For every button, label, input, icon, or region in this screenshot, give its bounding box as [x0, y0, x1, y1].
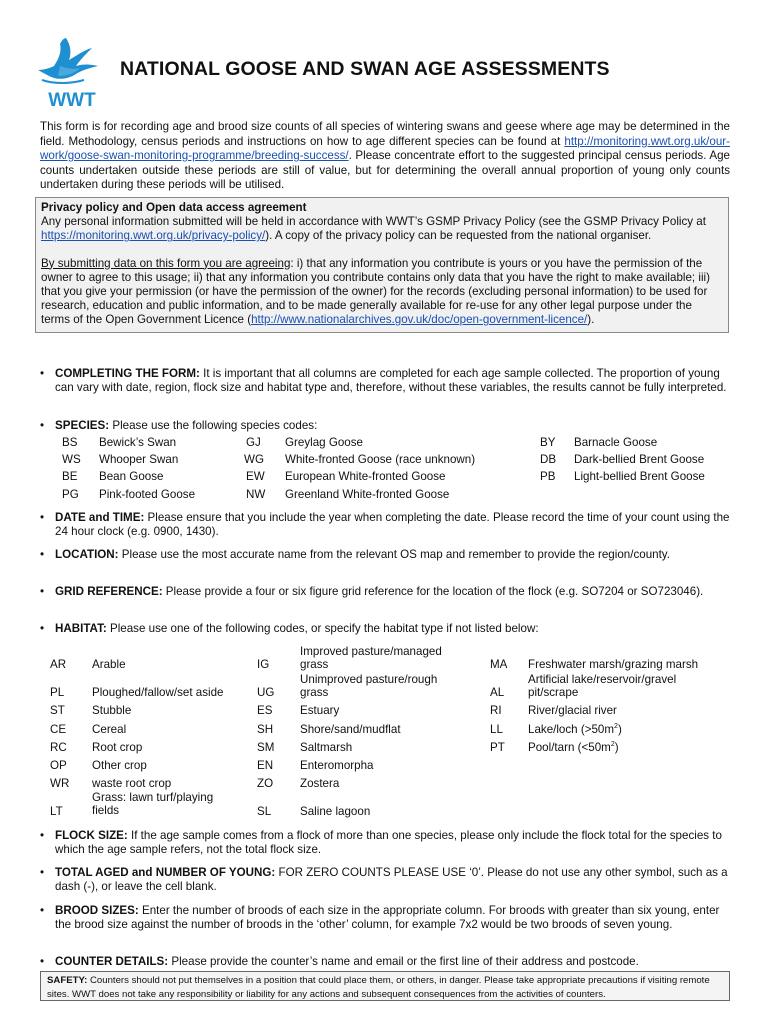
grid-reference-item: • GRID REFERENCE: Please provide a four or six figure grid reference for the location of the flock (e.g. SO7204 or SO723046).: [40, 585, 704, 598]
habitat-name: Ploughed/fallow/set aside: [92, 686, 224, 699]
species-code: BY: [540, 436, 556, 449]
species-code: WS: [62, 453, 81, 466]
wwt-logo: [36, 30, 108, 110]
completing-item: • COMPLETING THE FORM: It is important that all columns are completed for each age sample collected. The proportion of young can vary with date, region, flock size and habitat type and, therefore, without these variables, the results cannot be fully interpreted.: [40, 367, 727, 395]
species-code: BS: [62, 436, 78, 449]
habitat-name: Artificial lake/reservoir/gravel pit/scrape: [528, 673, 677, 699]
habitat-code: CE: [50, 723, 67, 736]
counter-details-item: • COUNTER DETAILS: Please provide the counter’s name and email or the first line of their address and postcode.: [40, 955, 639, 968]
habitat-item: • HABITAT: Please use one of the following codes, or specify the habitat type if not listed below:: [40, 622, 539, 635]
habitat-code: SL: [257, 805, 272, 818]
habitat-name: Saltmarsh: [300, 741, 353, 754]
habitat-name: Other crop: [92, 759, 147, 772]
breeding-success-link[interactable]: http://monitoring.wwt.org.uk/our-work/goose-swan-monitoring-programme/breeding-success/: [40, 134, 730, 162]
safety-box: SAFETY: Counters should not put themselves in a position that could place them, or others, in danger. Please take appropriate precautions if visiting remote sites. WWT does not take any responsibility or liability for any actions and subsequent consequences from the activities of counters.: [40, 971, 730, 1001]
species-code: EW: [246, 470, 265, 483]
habitat-code: LL: [490, 723, 503, 736]
open-government-licence-link[interactable]: http://www.nationalarchives.gov.uk/doc/open-government-licence/: [251, 313, 588, 327]
habitat-name: Arable: [92, 658, 126, 671]
habitat-name: waste root crop: [92, 777, 172, 790]
habitat-code: PT: [490, 741, 505, 754]
habitat-code: ST: [50, 704, 65, 717]
species-item: • SPECIES: Please use the following species codes:: [40, 419, 318, 432]
species-name: Greylag Goose: [285, 436, 363, 449]
habitat-code: AR: [50, 658, 67, 671]
habitat-name: Lake/loch $(>50m^2)$: [528, 723, 622, 736]
intro-paragraph: This form is for recording age and brood size counts of all species of wintering swans and geese where age may be determined in the field. Methodology, census periods and instructions on how to age different species can be found at http://monitoring.wwt.org.uk/our-work/goose-swan-monitoring-programme/breeding-success/. Please concentrate effort to the suggested principal census periods. Age counts undertaken outside these periods are still of value, but for determining the overall annual proportion of young only counts undertaken during these periods will be utilised.: [40, 120, 730, 191]
species-code: DB: [540, 453, 557, 466]
habitat-name: Pool/tarn $(<50m^2)$: [528, 741, 619, 754]
species-name: Barnacle Goose: [574, 436, 658, 449]
habitat-code: SM: [257, 741, 275, 754]
privacy-paragraph-1: Any personal information submitted will be held in accordance with WWT’s GSMP Privacy Policy (see the GSMP Privacy Policy at https://monitoring.wwt.org.uk/privacy-policy/). A copy of the privacy policy can be requested from the national organiser.: [41, 215, 706, 243]
habitat-code: OP: [50, 759, 67, 772]
habitat-code: IG: [257, 658, 270, 671]
privacy-policy-link[interactable]: https://monitoring.wwt.org.uk/privacy-policy/: [41, 229, 266, 243]
swan-logo-icon: [36, 30, 108, 110]
species-name: Light-bellied Brent Goose: [574, 470, 705, 483]
habitat-code: UG: [257, 686, 275, 699]
habitat-code: PL: [50, 686, 65, 699]
species-name: Bewick’s Swan: [99, 436, 177, 449]
location-item: • LOCATION: Please use the most accurate name from the relevant OS map and remember to provide the region/county.: [40, 548, 670, 561]
privacy-paragraph-2: By submitting data on this form you are agreeing: i) that any information you contribute is yours or you have the permission of the owner to agree to this usage; ii) that any information you contribute contains only data that you have the right to make available; iii) that you give your permission (or have the permission of the owner) for the records (excluding personal information) to be used for research, education and public information, and to be made generally available for re-use for any other legal purpose under the terms of the Open Government Licence (http://www.nationalarchives.gov.uk/doc/open-government-licence/).: [41, 256, 710, 327]
habitat-code: ES: [257, 704, 273, 717]
habitat-name: Saline lagoon: [300, 805, 371, 818]
habitat-code: LT: [50, 805, 63, 818]
habitat-name: Stubble: [92, 704, 132, 717]
species-code: NW: [246, 488, 266, 501]
species-name: Dark-bellied Brent Goose: [574, 453, 705, 466]
habitat-name: Unimproved pasture/rough grass: [300, 673, 438, 699]
habitat-name: Root crop: [92, 741, 143, 754]
habitat-name: Cereal: [92, 723, 127, 736]
species-code: PG: [62, 488, 79, 501]
species-code: BE: [62, 470, 78, 483]
habitat-code: AL: [490, 686, 505, 699]
habitat-name: Estuary: [300, 704, 340, 717]
species-code: GJ: [246, 436, 261, 449]
species-name: Bean Goose: [99, 470, 164, 483]
species-name: Whooper Swan: [99, 453, 179, 466]
habitat-name: Enteromorpha: [300, 759, 374, 772]
habitat-name: Grass: lawn turf/playing fields: [92, 791, 214, 817]
species-name: Greenland White-fronted Goose: [285, 488, 450, 501]
habitat-code: MA: [490, 658, 508, 671]
habitat-code: WR: [50, 777, 70, 790]
habitat-code: EN: [257, 759, 274, 772]
habitat-name: Improved pasture/managed grass: [300, 645, 442, 671]
habitat-name: River/glacial river: [528, 704, 617, 717]
privacy-box: [35, 197, 729, 333]
species-name: Pink-footed Goose: [99, 488, 196, 501]
date-item: • DATE and TIME: Please ensure that you include the year when completing the date. Please record the time of your count using the 24 hour clock (e.g. 0900, 1430).: [40, 511, 730, 539]
habitat-code: ZO: [257, 777, 274, 790]
species-name: European White-fronted Goose: [285, 470, 446, 483]
habitat-name: Shore/sand/mudflat: [300, 723, 401, 736]
species-code: WG: [244, 453, 264, 466]
habitat-name: Freshwater marsh/grazing marsh: [528, 658, 699, 671]
privacy-heading: Privacy policy and Open data access agreement: [41, 201, 307, 214]
habitat-code: SH: [257, 723, 274, 736]
total-aged-item: • TOTAL AGED and NUMBER OF YOUNG: FOR ZERO COUNTS PLEASE USE ‘0’. Please do not use any other symbol, such as a dash (-), or leave the cell blank.: [40, 866, 728, 894]
brood-sizes-item: • BROOD SIZES: Enter the number of broods of each size in the appropriate column. For broods with greater than six young, enter the brood size against the number of broods in the ‘other’ column, for example 7x2 would be two broods of seven young.: [40, 904, 720, 932]
page-title: NATIONAL GOOSE AND SWAN AGE ASSESSMENTS: [120, 58, 610, 80]
species-name: White-fronted Goose (race unknown): [285, 453, 476, 466]
species-code: PB: [540, 470, 556, 483]
habitat-code: RI: [490, 704, 502, 717]
habitat-name: Zostera: [300, 777, 340, 790]
flock-size-item: • FLOCK SIZE: If the age sample comes from a flock of more than one species, please only include the flock total for the species to which the age sample refers, not the total flock size.: [40, 829, 722, 857]
svg-text:WWT: WWT: [48, 90, 96, 110]
habitat-code: RC: [50, 741, 67, 754]
